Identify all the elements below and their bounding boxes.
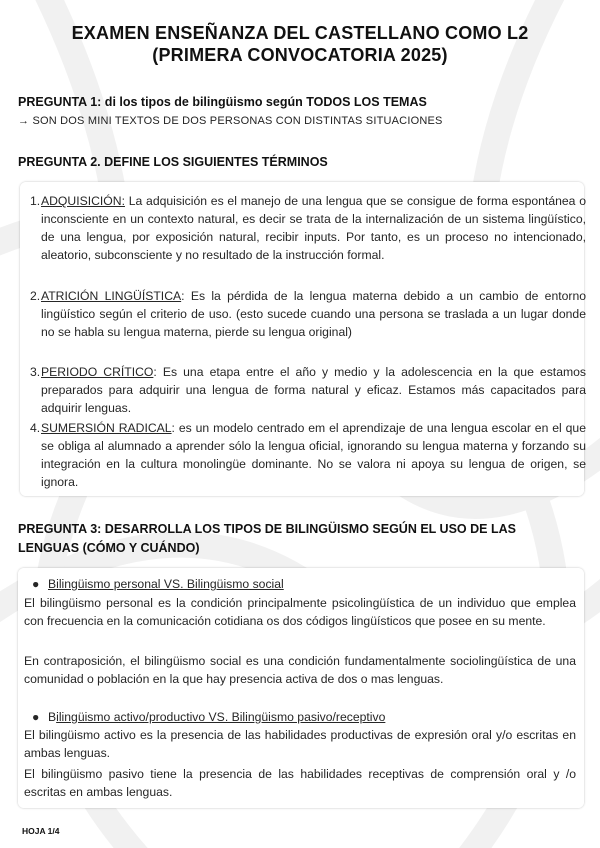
bullet-dot-icon: ● [32, 577, 40, 591]
bilingualism-types-box [18, 568, 584, 808]
paragraph-social: En contraposición, el bilingüismo social es una condición fundamentalmente sociolingüística de una comunidad o población en la que hay presencia activa de dos o mas lenguas. [24, 654, 576, 686]
bullet-dot-icon: ● [32, 710, 40, 724]
title-line-1: EXAMEN ENSEÑANZA DEL CASTELLANO COMO L2 [71, 23, 529, 43]
term-atricion: ATRICIÓN LINGÜÍSTICA [41, 289, 182, 303]
definition-item-1: 1.ADQUISICIÓN: La adquisición es el manejo de una lengua que se consigue de forma espontánea o inconsciente en un contexto natural, es decir se trata de la internalización de un sistema lingüístico, de una lengua, por exposición natural, recibir inputs. Por tanto, es un proceso no intencionado, aleatorio, subconsciente y no resultado de la instrucción formal. [30, 194, 586, 262]
bullet-activo-vs-pasivo: ● Bilingüismo activo/productivo VS. Bilingüismo pasivo/receptivo [32, 710, 386, 724]
question-1-heading: PREGUNTA 1: di los tipos de bilingüismo según TODOS LOS TEMAS [18, 95, 427, 109]
question-3-heading-line-1: PREGUNTA 3: DESARROLLA LOS TIPOS DE BILINGÜISMO SEGÚN EL USO DE LAS [18, 522, 516, 536]
bullet-personal-vs-social: ● Bilingüismo personal VS. Bilingüismo social [32, 577, 284, 591]
definition-item-2: 2.ATRICIÓN LINGÜÍSTICA: Es la pérdida de la lengua materna debido a un cambio de entorno lingüístico según el criterio de uso. (esto sucede cuando una persona se traslada a un lugar donde no se habla su lengua materna, pierde su lengua original) [30, 289, 586, 339]
definitions-box [20, 182, 584, 496]
paragraph-activo: El bilingüismo activo es la presencia de las habilidades productivas de expresión oral y/o escritas en ambas lenguas. [24, 728, 576, 760]
question-3-heading-line-2: LENGUAS (CÓMO Y CUÁNDO) [18, 541, 200, 555]
title-line-2: (PRIMERA CONVOCATORIA 2025) [152, 45, 448, 65]
term-sumersion-radical: SUMERSIÓN RADICAL [41, 421, 172, 435]
question-2-heading: PREGUNTA 2. DEFINE LOS SIGUIENTES TÉRMINOS [18, 155, 328, 169]
paragraph-pasivo: El bilingüismo pasivo tiene la presencia de las habilidades receptivas de comprensión oral y /o escritas en ambas lenguas. [24, 767, 576, 799]
page-number: HOJA 1/4 [22, 826, 60, 836]
question-1-subtitle: → SON DOS MINI TEXTOS DE DOS PERSONAS CON DISTINTAS SITUACIONES [18, 115, 443, 127]
paragraph-personal: El bilingüismo personal es la condición principalmente psicolingüística de un individuo que emplea con frecuencia en la comunicación cotidiana os dos códigos lingüísticos que posee en su mente. [24, 596, 576, 628]
page-title [0, 22, 600, 66]
definition-item-3: 3.PERIODO CRÍTICO: Es una etapa entre el año y medio y la adolescencia en la que estamos preparados para adquirir una lengua de forma natural y eficaz. Estamos más capacitados para adquirir lenguas. [30, 365, 586, 415]
term-periodo-critico: PERIODO CRÍTICO [41, 365, 154, 379]
definition-item-4: 4.SUMERSIÓN RADICAL: es un modelo centrado em el aprendizaje de una lengua escolar en el que se obliga al alumnado a aprender sólo la lengua oficial, ignorando su lengua materna y forzando su integración en la cultura monolingüe dominante. No se valora ni apoya su lengua de origen, se ignora. [30, 421, 586, 489]
term-adquisicion: ADQUISICIÓN: [41, 194, 125, 208]
